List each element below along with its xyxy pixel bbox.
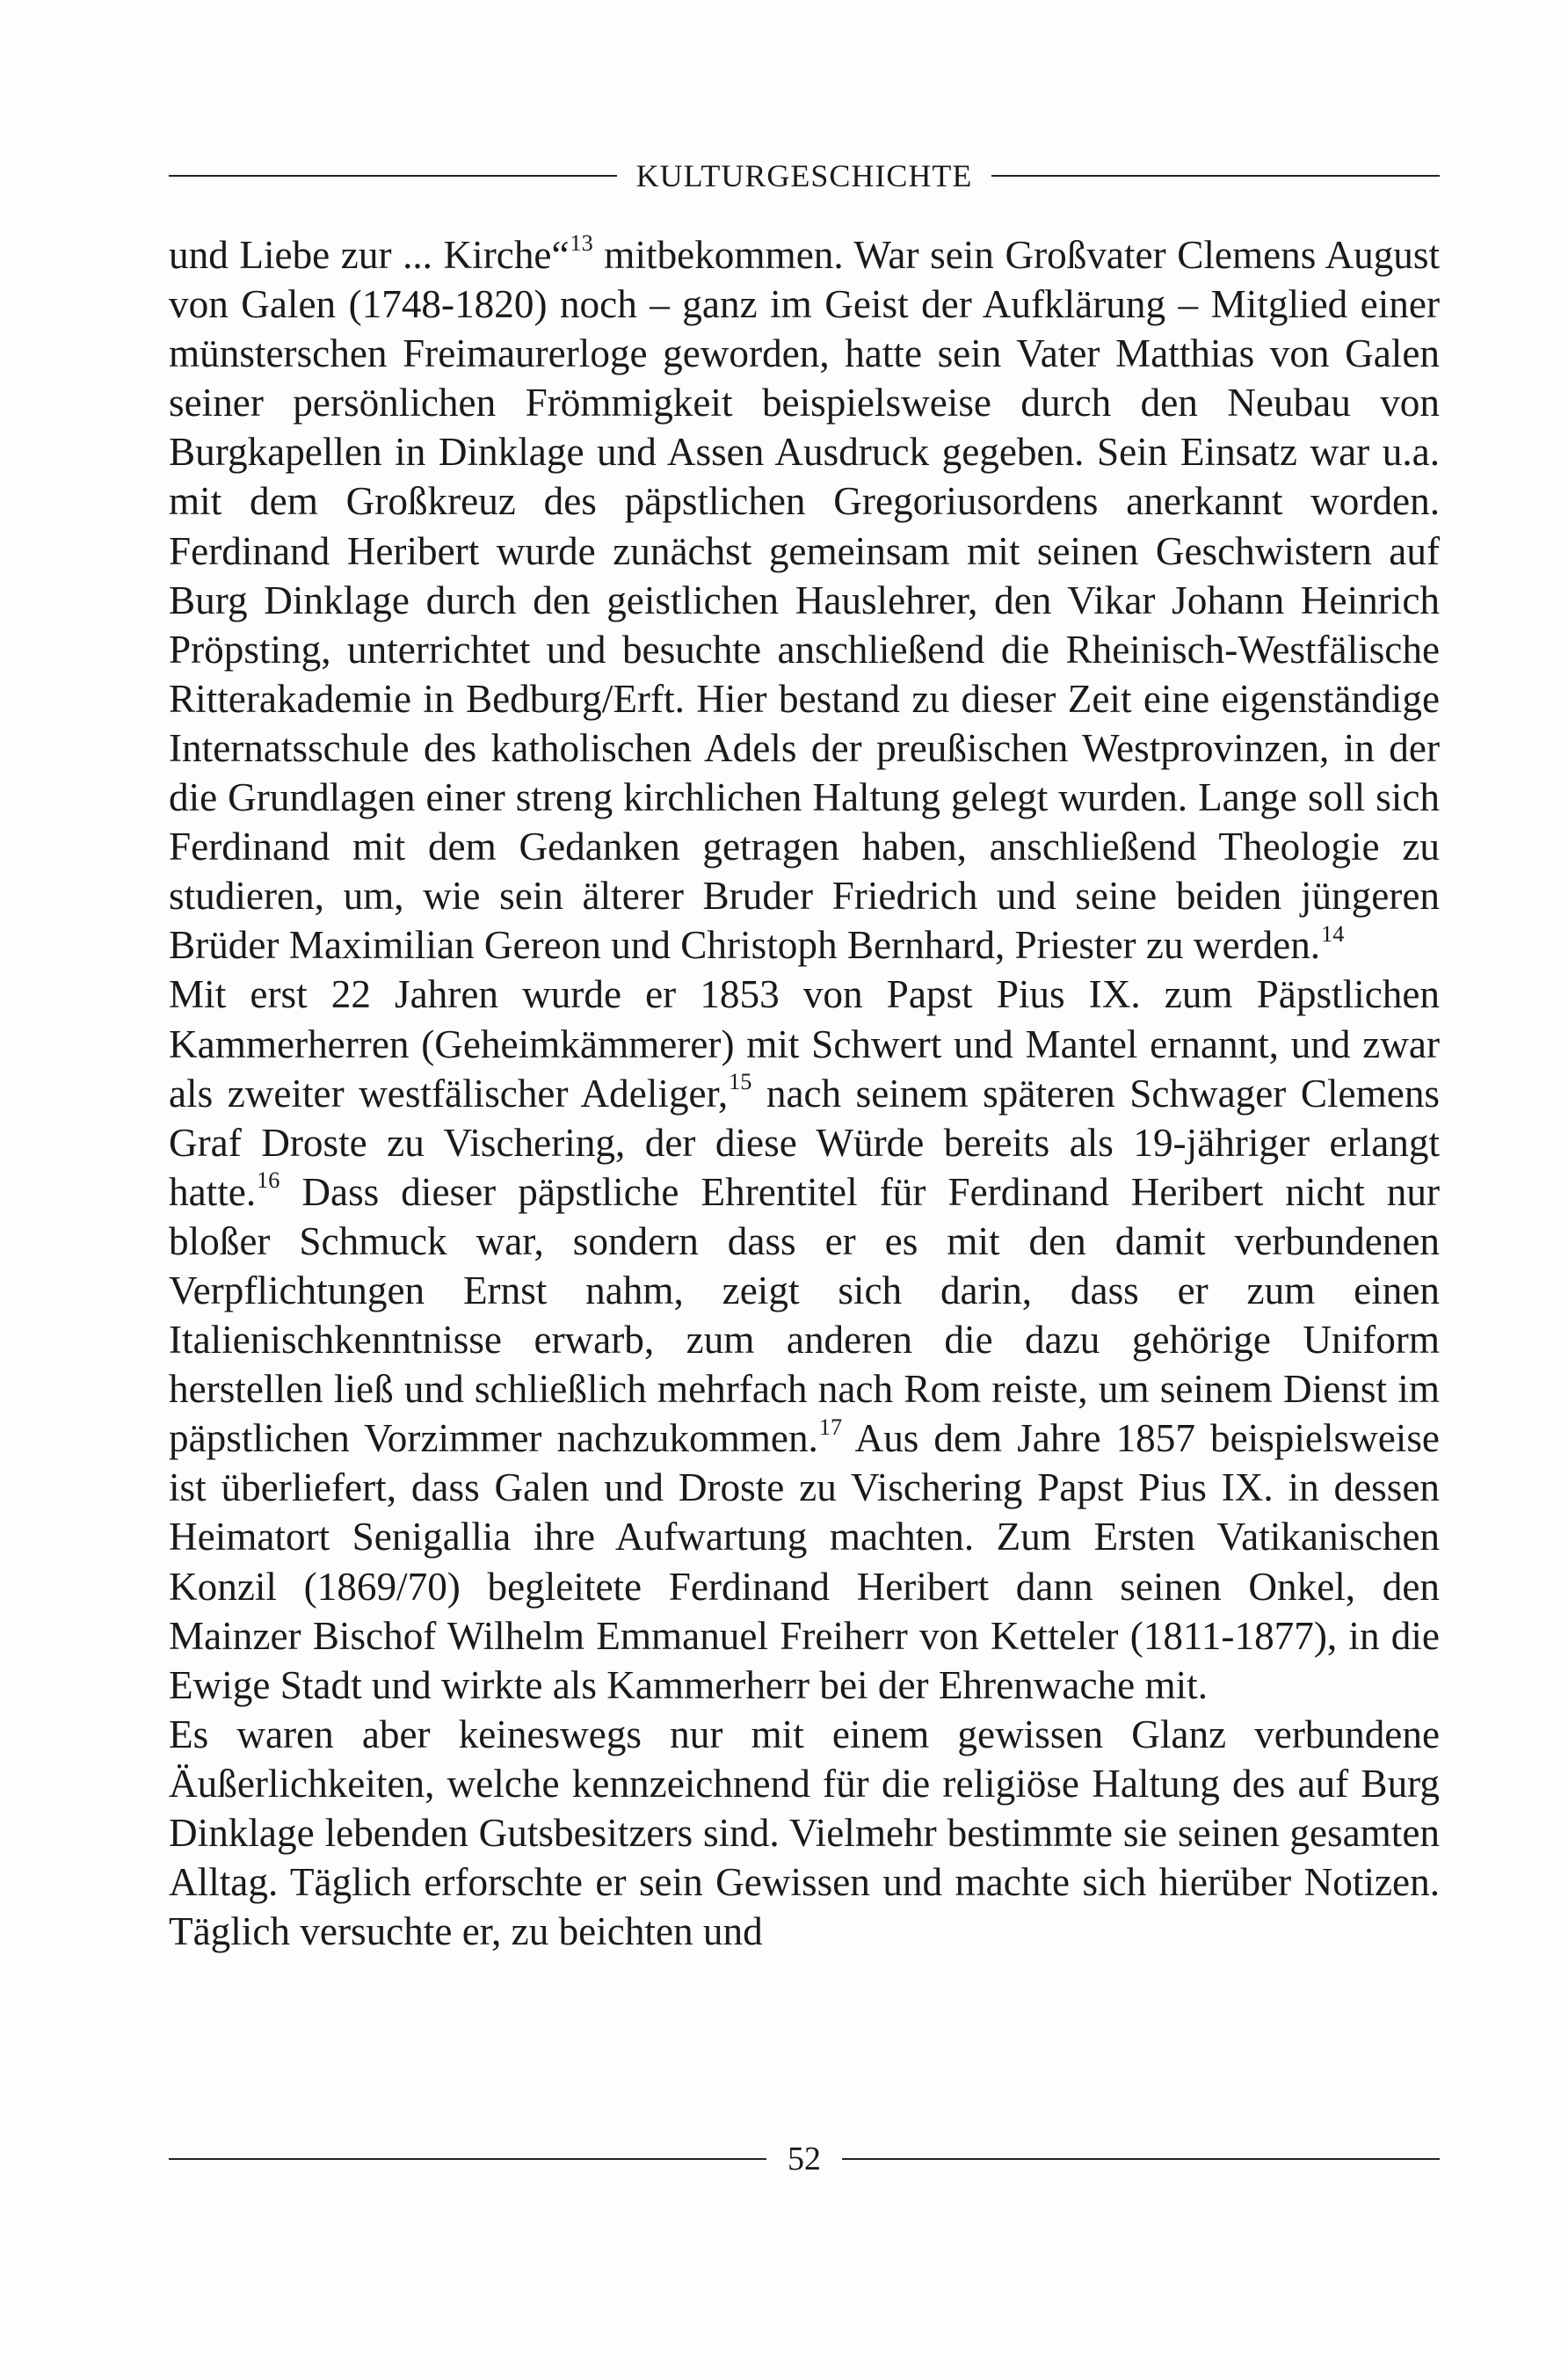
footnote-ref-13: 13	[570, 230, 593, 257]
page-number: 52	[788, 2141, 821, 2177]
page-footer	[169, 2133, 1440, 2185]
header-rule-left	[169, 175, 617, 177]
footer-rule-right	[842, 2158, 1440, 2160]
footnote-ref-17: 17	[818, 1414, 843, 1440]
paragraph-3-text-1: Es waren aber keineswegs nur mit einem gewissen Glanz verbundene Äußerlichkeiten, welche kennzeichnend für die religiöse Haltung des auf Burg Dinklage lebenden Gutsbesitzers sind. Vielmehr bestimmte sie seinen gesamten Alltag. Täglich erforschte er sein Gewissen und machte sich hierüber Notizen. Täglich versuchte er, zu beichten und	[169, 1712, 1440, 1954]
section-title: KULTURGESCHICHTE	[635, 158, 973, 193]
paragraph-2-text-3: Dass dieser päpstliche Ehrentitel für Ferdinand Heribert nicht nur bloßer Schmuck war, sondern dass er es mit den damit verbundenen Verpflichtungen Ernst nahm, zeigt sich darin, dass er zum einen Italienischkenntnisse erwarb, zum anderen die dazu gehörige Uniform herstellen ließ und schließlich mehrfach nach Rom reiste, um seinem Dienst im päpstlichen Vorzimmer nachzukommen.	[169, 1169, 1440, 1461]
footnote-ref-15: 15	[729, 1068, 752, 1094]
paragraph-3	[169, 1710, 1440, 1956]
paragraph-2-text-1: Mit erst 22 Jahren wurde er 1853 von Papst Pius IX. zum Päpstlichen Kammerherren (Geheimkämmerer) mit Schwert und Mantel ernannt, und zwar als zweiter westfälischer Adeliger,	[169, 972, 1440, 1116]
footnote-ref-16: 16	[257, 1167, 280, 1194]
running-header	[169, 149, 1440, 202]
footer-rule-left	[169, 2158, 766, 2160]
paragraph-2	[169, 970, 1440, 1709]
paragraph-1	[169, 230, 1440, 970]
paragraph-1-text-1: und Liebe zur ... Kirche“	[169, 233, 570, 277]
body-text	[169, 230, 1440, 1956]
paragraph-1-text-2: mitbekommen. War sein Großvater Clemens August von Galen (1748-1820) noch – ganz im Geist der Aufklärung – Mitglied einer münsterschen Freimaurerloge geworden, hatte sein Vater Matthias von Galen seiner persönlichen Frömmigkeit beispielsweise durch den Neubau von Burgkapellen in Dinklage und Assen Ausdruck gegeben. Sein Einsatz war u.a. mit dem Großkreuz des päpstlichen Gregoriusordens anerkannt worden. Ferdinand Heribert wurde zunächst gemeinsam mit seinen Geschwistern auf Burg Dinklage durch den geistlichen Hauslehrer, den Vikar Johann Heinrich Pröpsting, unterrichtet und besuchte anschließend die Rheinisch-Westfälische Ritterakademie in Bedburg/Erft. Hier bestand zu dieser Zeit eine eigenständige Internatsschule des katholischen Adels der preußischen Westprovinzen, in der die Grundlagen einer streng kirchlichen Haltung gelegt wurden. Lange soll sich Ferdinand mit dem Gedanken getragen haben, anschließend Theologie zu studieren, um, wie sein älterer Bruder Friedrich und seine beiden jüngeren Brüder Maximilian Gereon und Christoph Bernhard, Priester zu werden.	[169, 233, 1440, 968]
paragraph-2-text-2: nach seinem späteren Schwager Clemens Graf Droste zu Vischering, der diese Würde bereits als 19-jähriger erlangt hatte.	[169, 1071, 1440, 1214]
paragraph-2-text-4: Aus dem Jahre 1857 beispielsweise ist überliefert, dass Galen und Droste zu Vischering Papst Pius IX. in dessen Heimatort Senigallia ihre Aufwartung machten. Zum Ersten Vatikanischen Konzil (1869/70) begleitete Ferdinand Heribert dann seinen Onkel, den Mainzer Bischof Wilhelm Emmanuel Freiherr von Ketteler (1811-1877), in die Ewige Stadt und wirkte als Kammerherr bei der Ehrenwache mit.	[169, 1416, 1440, 1707]
footnote-ref-14: 14	[1321, 920, 1345, 947]
header-rule-right	[991, 175, 1440, 177]
